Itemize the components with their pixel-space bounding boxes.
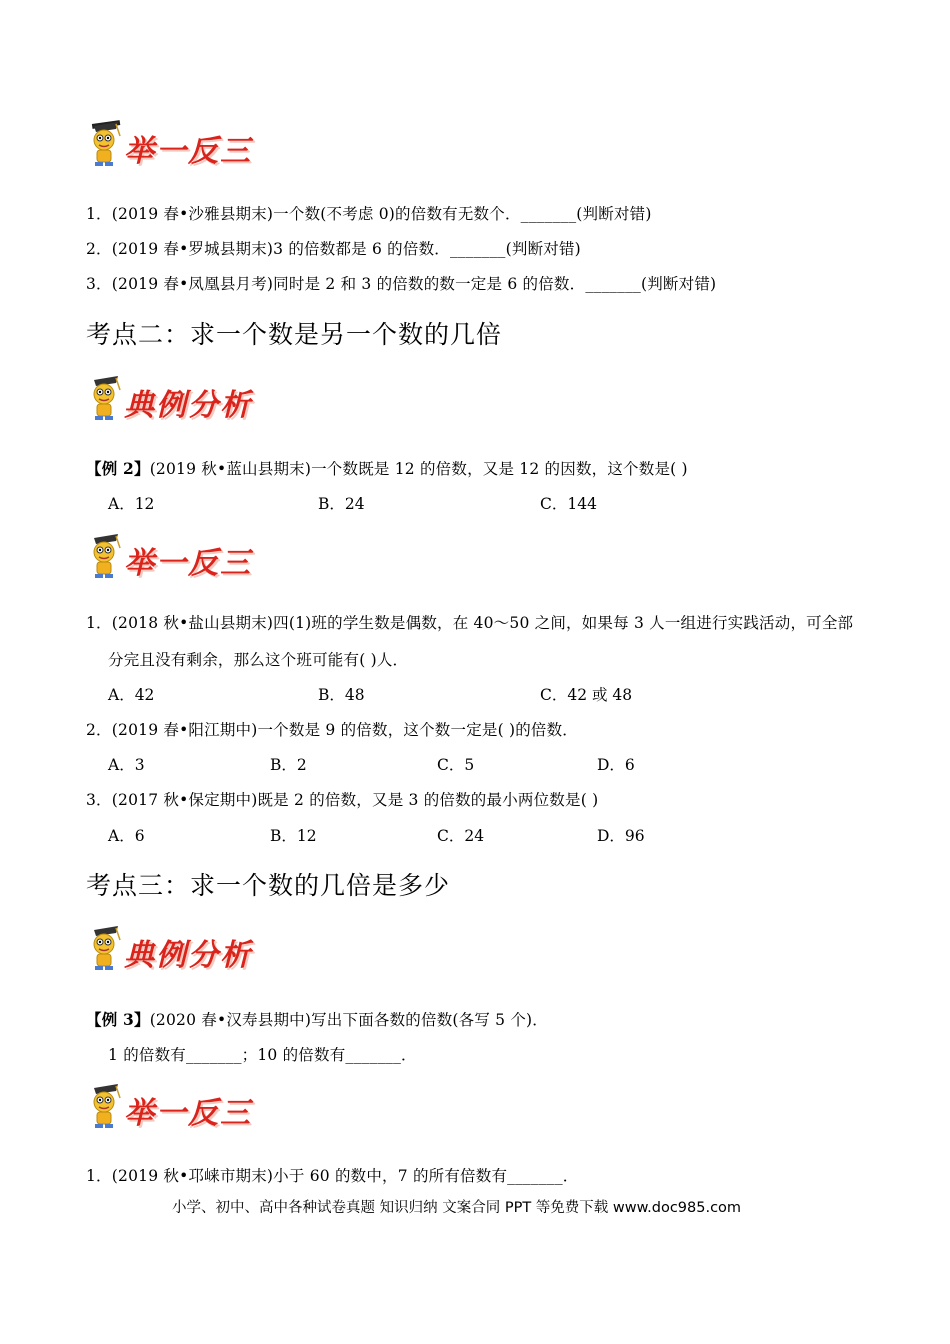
option-b: B．2 — [270, 756, 307, 774]
practice-q1: 1．(2019 秋•邛崃市期末)小于 60 的数中，7 的所有倍数有_______． — [86, 1167, 579, 1185]
option-c: C．144 — [540, 495, 597, 513]
option-b: B．12 — [270, 827, 317, 845]
scholar-mascot-icon — [86, 1078, 126, 1130]
option-d: D．96 — [597, 827, 645, 845]
practice-banner — [86, 528, 266, 588]
example-2 — [86, 457, 688, 479]
option-d: D．6 — [597, 756, 635, 774]
page-footer: 小学、初中、高中各种试卷真题 知识归纳 文案合同 PPT 等免费下载 www.doc985.com — [172, 1200, 742, 1216]
scholar-mascot-icon — [86, 528, 126, 580]
option-a: A．42 — [108, 686, 155, 704]
option-a: A．12 — [108, 495, 155, 513]
scholar-mascot-icon — [86, 920, 126, 972]
practice-q2: 2．(2019 春•阳江期中)一个数是 9 的倍数，这个数一定是( )的倍数． — [86, 721, 579, 739]
banner-title: 举一反三 — [124, 1096, 252, 1131]
option-c: C．24 — [437, 827, 485, 845]
section-heading-3: 考点三：求一个数的几倍是多少 — [86, 871, 451, 900]
example-banner — [86, 920, 266, 980]
option-c: C．42 或 48 — [540, 686, 633, 704]
example-banner — [86, 370, 266, 430]
banner-title: 典例分析 — [124, 938, 252, 973]
scholar-mascot-icon — [86, 370, 126, 422]
option-a: A．6 — [108, 827, 145, 845]
practice-q3: 3．(2017 秋•保定期中)既是 2 的倍数，又是 3 的倍数的最小两位数是( ) — [86, 791, 599, 809]
option-c: C．5 — [437, 756, 475, 774]
example-text: (2020 春•汉寿县期中)写出下面各数的倍数(各写 5 个)． — [149, 1011, 549, 1029]
practice-banner — [86, 116, 266, 176]
example-label: 【例 3】 — [86, 1010, 150, 1029]
practice-q1-line2: 分完且没有剩余，那么这个班可能有( )人． — [108, 651, 409, 669]
practice-q1-line1: 1．(2018 秋•盐山县期末)四(1)班的学生数是偶数，在 40～50 之间，如果每 3 人一组进行实践活动，可全部 — [86, 614, 854, 632]
option-a: A．3 — [108, 756, 145, 774]
example-3 — [86, 1008, 548, 1030]
practice-banner — [86, 1078, 266, 1138]
banner-title: 举一反三 — [124, 134, 252, 169]
example-label: 【例 2】 — [86, 459, 150, 478]
option-b: B．48 — [318, 686, 365, 704]
practice-item-2: 2．(2019 春•罗城县期末)3 的倍数都是 6 的倍数．_______(判断对错) — [86, 240, 581, 258]
example-3-line2: 1 的倍数有_______；10 的倍数有_______． — [108, 1046, 417, 1064]
section-heading-2: 考点二：求一个数是另一个数的几倍 — [86, 320, 503, 349]
banner-title: 举一反三 — [124, 546, 252, 581]
scholar-mascot-icon — [86, 116, 126, 168]
example-text: (2019 秋•蓝山县期末)一个数既是 12 的倍数，又是 12 的因数，这个数是( ) — [149, 460, 688, 478]
option-b: B．24 — [318, 495, 365, 513]
practice-item-1: 1．(2019 春•沙雅县期末)一个数(不考虑 0)的倍数有无数个．_______(判断对错) — [86, 205, 652, 223]
banner-title: 典例分析 — [124, 388, 252, 423]
practice-item-3: 3．(2019 春•凤凰县月考)同时是 2 和 3 的倍数的数一定是 6 的倍数．_______(判断对错) — [86, 275, 717, 293]
